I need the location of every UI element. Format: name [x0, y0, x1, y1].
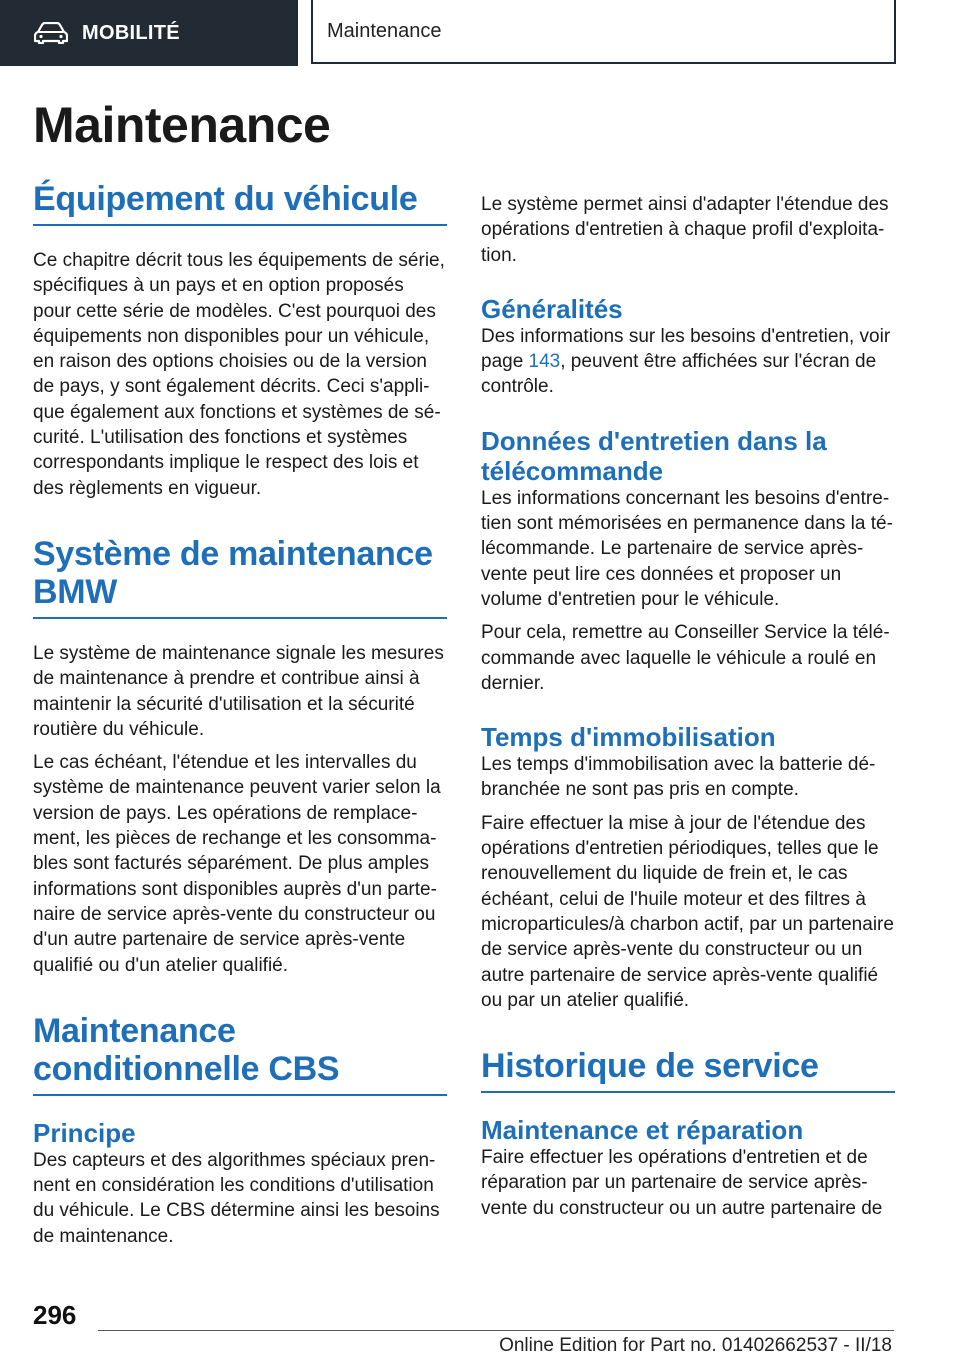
edition-text: Online Edition for Part no. 01402662537 - II/18 — [499, 1335, 892, 1356]
chapter-tab — [311, 0, 896, 64]
page-link[interactable]: 143 — [528, 351, 561, 373]
page-title: Maintenance — [33, 97, 331, 153]
paragraph: Le cas échéant, l'étendue et les intervalles du système de maintenance peuvent varier selon la version de pays. Les opérations de remplacement, les pièces de rechange et les consommables sont facturés séparément. De plus amples informations sont disponibles auprès d'un partenaire de service après-vente du constructeur ou d'un autre partenaire de service après-vente qualifié ou d'un atelier qualifié. — [33, 752, 441, 976]
heading-rule — [33, 617, 447, 619]
paragraph: Les temps d'immobilisation avec la batterie débranchée ne sont pas pris en compte. — [481, 754, 876, 801]
paragraph: Le système de maintenance signale les mesures de maintenance à prendre et contribue ainsi à maintenir la sécurité d'utilisation et la sécurité routière du véhicule. — [33, 642, 444, 740]
text-run: Des informations sur les besoins d'entretien, voir page — [481, 325, 891, 373]
left-column — [33, 180, 447, 1257]
paragraph — [481, 324, 895, 400]
heading-bmw-maintenance — [33, 535, 447, 611]
heading-line: BMW — [33, 572, 118, 611]
text-run: , peuvent être affichées sur l'écran de contrôle. — [481, 351, 877, 398]
subheading-remote-data: Données d'entretien dans la télécommande — [481, 425, 827, 486]
subheading-principe: Principe — [33, 1117, 136, 1148]
paragraph: Le système permet ainsi d'adapter l'étendue des opérations d'entretien à chaque profil d'exploitation. — [481, 194, 889, 266]
heading-line: Système de maintenance — [33, 534, 433, 573]
right-column — [481, 180, 895, 1229]
page-number: 296 — [33, 1300, 77, 1330]
subheading-repair: Maintenance et réparation — [481, 1115, 804, 1146]
heading-cbs — [33, 1012, 447, 1088]
heading-service-history: Historique de service — [481, 1047, 819, 1086]
paragraph: Ce chapitre décrit tous les équipements de série, spécifiques à un pays et en option proposés pour cette série de modèles. C'est pourquoi des équipements non disponibles pour un véhicule, en raison des options choisies ou de la version de pays, y sont également décrits. Ceci s'applique également aux fonctions et systèmes de sécurité. L'utilisation des fonctions et systèmes correspondants implique le respect des lois et des règlements en vigueur. — [33, 250, 445, 499]
heading-rule — [33, 224, 447, 226]
paragraph: Faire effectuer les opérations d'entretien et de réparation par un partenaire de service après-vente du constructeur ou un autre partenaire de — [481, 1147, 883, 1219]
subheading-immobilisation: Temps d'immobilisation — [481, 722, 776, 753]
heading-rule — [33, 1094, 447, 1096]
paragraph: Les informations concernant les besoins d'entretien sont mémorisées en permanence dans la télécommande. Le partenaire de service après-vente peut lire ces données et proposer un volume d'entretien pour le véhicule. — [481, 487, 893, 610]
heading-line: Maintenance — [33, 1011, 236, 1050]
footer-rule — [98, 1330, 894, 1331]
section-label: MOBILITÉ — [82, 21, 180, 44]
heading-rule — [481, 1091, 895, 1093]
car-icon — [34, 22, 68, 44]
paragraph: Des capteurs et des algorithmes spéciaux prennent en considération les conditions d'utilisation du véhicule. Le CBS détermine ainsi les besoins de maintenance. — [33, 1149, 440, 1247]
heading-line: conditionnelle CBS — [33, 1049, 340, 1088]
section-tab — [0, 0, 298, 66]
chapter-label: Maintenance — [327, 19, 442, 42]
paragraph: Faire effectuer la mise à jour de l'étendue des opérations d'entretien périodiques, telles que le renouvellement du liquide de frein et, le cas échéant, celui de l'huile moteur et des filtres à microparticules/à charbon actif, par un partenaire de service après-vente du constructeur ou un autre partenaire de service après-vente qualifié ou par un atelier qualifié. — [481, 812, 894, 1011]
page-header — [0, 0, 960, 66]
paragraph: Pour cela, remettre au Conseiller Service la télécommande avec laquelle le véhicule a roulé en dernier. — [481, 622, 890, 694]
heading-equipment: Équipement du véhicule — [33, 180, 418, 218]
subheading-general: Généralités — [481, 293, 623, 324]
